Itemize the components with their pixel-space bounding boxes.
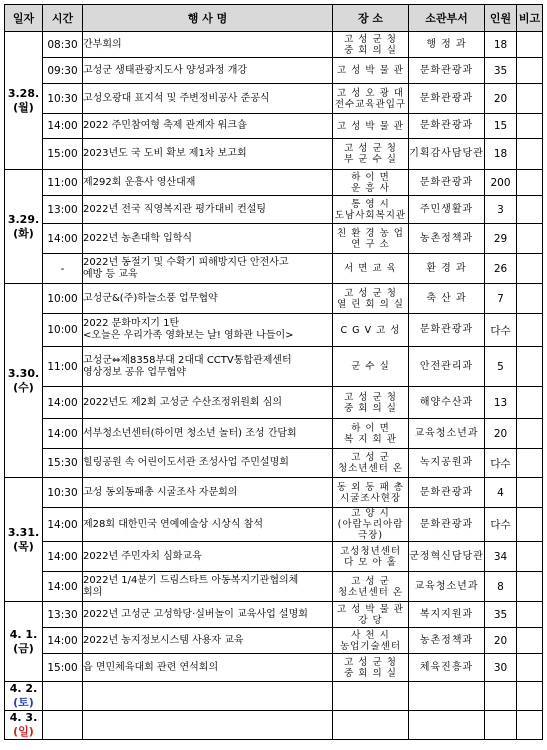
schedule-row — [5, 284, 543, 314]
note-cell — [517, 139, 543, 170]
time-cell: 14:00 — [43, 419, 83, 449]
date-label: 4. 3. — [9, 711, 38, 724]
schedule-row — [5, 508, 543, 542]
event-name-cell: 간부회의 — [83, 32, 333, 58]
schedule-row — [5, 449, 543, 478]
event-name-cell: 2022 문화마지기 1탄 <오늘은 우리가족 영화보는 날! 영화관 나들이> — [83, 314, 333, 347]
place-cell: 고 성 군 청 열 린 회 의 실 — [333, 284, 409, 314]
time-cell: 15:00 — [43, 139, 83, 170]
place-cell: 고 성 박 물 관 — [333, 58, 409, 84]
schedule-row — [5, 654, 543, 682]
schedule-row — [5, 628, 543, 654]
attendee-count-cell: 5 — [485, 347, 517, 387]
event-name-cell: 2022년 전국 직영복지관 평가대비 컨설팅 — [83, 196, 333, 224]
note-cell — [517, 572, 543, 602]
department-cell: 문화관광과 — [409, 314, 485, 347]
time-cell: 14:00 — [43, 628, 83, 654]
note-cell — [517, 654, 543, 682]
event-name-cell: 서부청소년센터(하이면 청소년 놀터) 조성 간담회 — [83, 419, 333, 449]
note-cell — [517, 682, 543, 711]
time-cell: 14:00 — [43, 572, 83, 602]
department-cell: 교육청소년과 — [409, 419, 485, 449]
place-cell: 하 이 면 복 지 회 관 — [333, 419, 409, 449]
department-cell: 농촌정책과 — [409, 628, 485, 654]
weekday-label: (수) — [13, 380, 34, 394]
schedule-row — [5, 682, 543, 711]
attendee-count-cell: 13 — [485, 387, 517, 419]
event-name-cell: 2022년 1/4분기 드림스타트 아동복지기관협의체 회의 — [83, 572, 333, 602]
place-cell: 고 양 시 (아람누리아람극장) — [333, 508, 409, 542]
time-cell: 10:00 — [43, 314, 83, 347]
header-note: 비고 — [517, 5, 543, 32]
place-cell: 하 이 면 운 흥 사 — [333, 170, 409, 196]
time-cell: 14:00 — [43, 508, 83, 542]
note-cell — [517, 224, 543, 254]
attendee-count-cell: 200 — [485, 170, 517, 196]
department-cell: 교육청소년과 — [409, 572, 485, 602]
schedule-body — [5, 32, 543, 740]
schedule-row — [5, 478, 543, 508]
time-cell: 14:00 — [43, 387, 83, 419]
attendee-count-cell: 15 — [485, 114, 517, 139]
note-cell — [517, 32, 543, 58]
weekday-label: (월) — [13, 100, 34, 114]
place-cell: 군 수 실 — [333, 347, 409, 387]
department-cell: 문화관광과 — [409, 508, 485, 542]
header-event: 행 사 명 — [83, 5, 333, 32]
event-name-cell — [83, 682, 333, 711]
time-cell: 11:00 — [43, 170, 83, 196]
place-cell: 서 면 교 육 — [333, 254, 409, 284]
schedule-row — [5, 196, 543, 224]
time-cell — [43, 711, 83, 740]
schedule-row — [5, 84, 543, 114]
schedule-row — [5, 58, 543, 84]
place-cell: 통 영 시 도남사회복지관 — [333, 196, 409, 224]
department-cell: 주민생활과 — [409, 196, 485, 224]
event-name-cell: 고성군⇔제8358부대 2대대 CCTV통합관제센터 영상정보 공유 업무협약 — [83, 347, 333, 387]
note-cell — [517, 419, 543, 449]
date-cell — [5, 602, 43, 682]
date-label: 3.28. — [7, 86, 40, 100]
department-cell: 해양수산과 — [409, 387, 485, 419]
time-cell: 10:30 — [43, 478, 83, 508]
attendee-count-cell: 7 — [485, 284, 517, 314]
event-name-cell: 고성 동외동패총 시굴조사 자문회의 — [83, 478, 333, 508]
date-cell — [5, 711, 43, 740]
date-label: 3.31. — [7, 525, 40, 539]
schedule-row — [5, 314, 543, 347]
event-name-cell: 2022년도 제2회 고성군 수산조정위원회 심의 — [83, 387, 333, 419]
event-name-cell: 2022년 농지정보시스템 사용자 교육 — [83, 628, 333, 654]
place-cell: 고 성 군 청 부 군 수 실 — [333, 139, 409, 170]
event-name-cell: 2022년 동절기 및 수확기 피해방지단 안전사고 예방 등 교육 — [83, 254, 333, 284]
schedule-row — [5, 224, 543, 254]
attendee-count-cell: 20 — [485, 628, 517, 654]
department-cell: 문화관광과 — [409, 478, 485, 508]
place-cell: 고 성 박 물 관 강 당 — [333, 602, 409, 628]
attendee-count-cell: 다수 — [485, 314, 517, 347]
department-cell: 문화관광과 — [409, 84, 485, 114]
note-cell — [517, 58, 543, 84]
schedule-row — [5, 139, 543, 170]
note-cell — [517, 84, 543, 114]
department-cell — [409, 682, 485, 711]
note-cell — [517, 508, 543, 542]
department-cell: 축 산 과 — [409, 284, 485, 314]
place-cell: 고 성 군 청 중 회 의 실 — [333, 387, 409, 419]
date-cell — [5, 478, 43, 602]
schedule-row — [5, 32, 543, 58]
date-cell — [5, 682, 43, 711]
attendee-count-cell: 18 — [485, 139, 517, 170]
attendee-count-cell: 다수 — [485, 508, 517, 542]
time-cell: 11:00 — [43, 347, 83, 387]
note-cell — [517, 284, 543, 314]
department-cell: 녹지공원과 — [409, 449, 485, 478]
note-cell — [517, 711, 543, 740]
attendee-count-cell: 다수 — [485, 449, 517, 478]
department-cell: 행 정 과 — [409, 32, 485, 58]
note-cell — [517, 542, 543, 572]
header-count: 인원 — [485, 5, 517, 32]
place-cell: 고 성 오 광 대 전수교육관입구 — [333, 84, 409, 114]
department-cell: 문화관광과 — [409, 170, 485, 196]
schedule-row — [5, 254, 543, 284]
time-cell: 13:00 — [43, 196, 83, 224]
date-cell — [5, 32, 43, 170]
date-label: 3.30. — [7, 366, 40, 380]
place-cell: C G V 고 성 — [333, 314, 409, 347]
department-cell: 군정혁신담당관 — [409, 542, 485, 572]
department-cell — [409, 711, 485, 740]
attendee-count-cell: 34 — [485, 542, 517, 572]
schedule-row — [5, 419, 543, 449]
schedule-row — [5, 572, 543, 602]
weekday-label: (토) — [13, 696, 34, 709]
time-cell: 09:30 — [43, 58, 83, 84]
time-cell: 14:00 — [43, 224, 83, 254]
schedule-row — [5, 387, 543, 419]
event-name-cell: 고성군&(주)하늘소풍 업무협약 — [83, 284, 333, 314]
date-label: 4. 1. — [9, 627, 38, 641]
schedule-row — [5, 711, 543, 740]
department-cell: 농촌정책과 — [409, 224, 485, 254]
time-cell: 14:00 — [43, 542, 83, 572]
schedule-row — [5, 114, 543, 139]
place-cell: 고 성 박 물 관 — [333, 114, 409, 139]
date-cell — [5, 170, 43, 284]
department-cell: 문화관광과 — [409, 58, 485, 84]
event-name-cell: 힐링공원 속 어린이도서관 조성사업 주민설명회 — [83, 449, 333, 478]
schedule-row — [5, 170, 543, 196]
note-cell — [517, 602, 543, 628]
time-cell: 10:30 — [43, 84, 83, 114]
header-row — [5, 5, 543, 32]
weekday-label: (화) — [13, 226, 34, 240]
attendee-count-cell: 20 — [485, 419, 517, 449]
attendee-count-cell: 18 — [485, 32, 517, 58]
attendee-count-cell: 35 — [485, 602, 517, 628]
header-time: 시간 — [43, 5, 83, 32]
department-cell: 안전관리과 — [409, 347, 485, 387]
department-cell: 복지지원과 — [409, 602, 485, 628]
note-cell — [517, 449, 543, 478]
note-cell — [517, 254, 543, 284]
weekday-label: (금) — [13, 641, 34, 655]
event-name-cell: 2023년도 국 도비 확보 제1차 보고회 — [83, 139, 333, 170]
attendee-count-cell: 35 — [485, 58, 517, 84]
department-cell: 문화관광과 — [409, 114, 485, 139]
weekday-label: (목) — [13, 539, 34, 553]
attendee-count-cell: 4 — [485, 478, 517, 508]
place-cell: 고성청년센터 다 모 아 홀 — [333, 542, 409, 572]
department-cell: 기획감사담당관 — [409, 139, 485, 170]
event-name-cell: 고성오광대 표지석 및 주변정비공사 준공식 — [83, 84, 333, 114]
place-cell: 고 성 군 청소년센터 온 — [333, 572, 409, 602]
attendee-count-cell: 8 — [485, 572, 517, 602]
note-cell — [517, 347, 543, 387]
attendee-count-cell: 26 — [485, 254, 517, 284]
event-name-cell: 제292회 운흥사 영산대재 — [83, 170, 333, 196]
attendee-count-cell: 30 — [485, 654, 517, 682]
place-cell: 고 성 군 청 중 회 의 실 — [333, 32, 409, 58]
department-cell: 환 경 과 — [409, 254, 485, 284]
note-cell — [517, 478, 543, 508]
place-cell — [333, 682, 409, 711]
department-cell: 체육진흥과 — [409, 654, 485, 682]
place-cell: 친 환 경 농 업 연 구 소 — [333, 224, 409, 254]
time-cell — [43, 682, 83, 711]
time-cell: 15:00 — [43, 654, 83, 682]
event-name-cell: 2022년 농촌대학 입학식 — [83, 224, 333, 254]
attendee-count-cell: 20 — [485, 84, 517, 114]
note-cell — [517, 170, 543, 196]
attendee-count-cell — [485, 711, 517, 740]
note-cell — [517, 314, 543, 347]
date-cell — [5, 284, 43, 478]
event-name-cell: 제28회 대한민국 연예예술상 시상식 참석 — [83, 508, 333, 542]
event-name-cell: 2022년 고성군 고성학당·실버놀이 교육사업 설명회 — [83, 602, 333, 628]
note-cell — [517, 114, 543, 139]
weekday-label: (일) — [13, 725, 34, 738]
schedule-row — [5, 602, 543, 628]
header-place: 장 소 — [333, 5, 409, 32]
attendee-count-cell — [485, 682, 517, 711]
event-name-cell: 2022 주민참여형 축제 관계자 워크숍 — [83, 114, 333, 139]
date-label: 4. 2. — [9, 682, 38, 695]
place-cell: 동 외 동 패 총 시굴조사현장 — [333, 478, 409, 508]
schedule-row — [5, 542, 543, 572]
event-name-cell: 고성군 생태관광지도사 양성과정 개강 — [83, 58, 333, 84]
time-cell: - — [43, 254, 83, 284]
event-name-cell: 읍 면민체육대회 관련 연석회의 — [83, 654, 333, 682]
place-cell: 고 성 군 청소년센터 온 — [333, 449, 409, 478]
note-cell — [517, 628, 543, 654]
note-cell — [517, 196, 543, 224]
place-cell — [333, 711, 409, 740]
event-name-cell: 2022년 주민자치 심화교육 — [83, 542, 333, 572]
note-cell — [517, 387, 543, 419]
place-cell: 사 천 시 농업기술센터 — [333, 628, 409, 654]
time-cell: 13:30 — [43, 602, 83, 628]
header-date: 일자 — [5, 5, 43, 32]
event-name-cell — [83, 711, 333, 740]
date-label: 3.29. — [7, 212, 40, 226]
time-cell: 08:30 — [43, 32, 83, 58]
attendee-count-cell: 3 — [485, 196, 517, 224]
header-dept: 소관부서 — [409, 5, 485, 32]
attendee-count-cell: 29 — [485, 224, 517, 254]
time-cell: 10:00 — [43, 284, 83, 314]
time-cell: 14:00 — [43, 114, 83, 139]
place-cell: 고 성 군 청 중 회 의 실 — [333, 654, 409, 682]
time-cell: 15:30 — [43, 449, 83, 478]
schedule-table — [4, 4, 543, 740]
schedule-row — [5, 347, 543, 387]
